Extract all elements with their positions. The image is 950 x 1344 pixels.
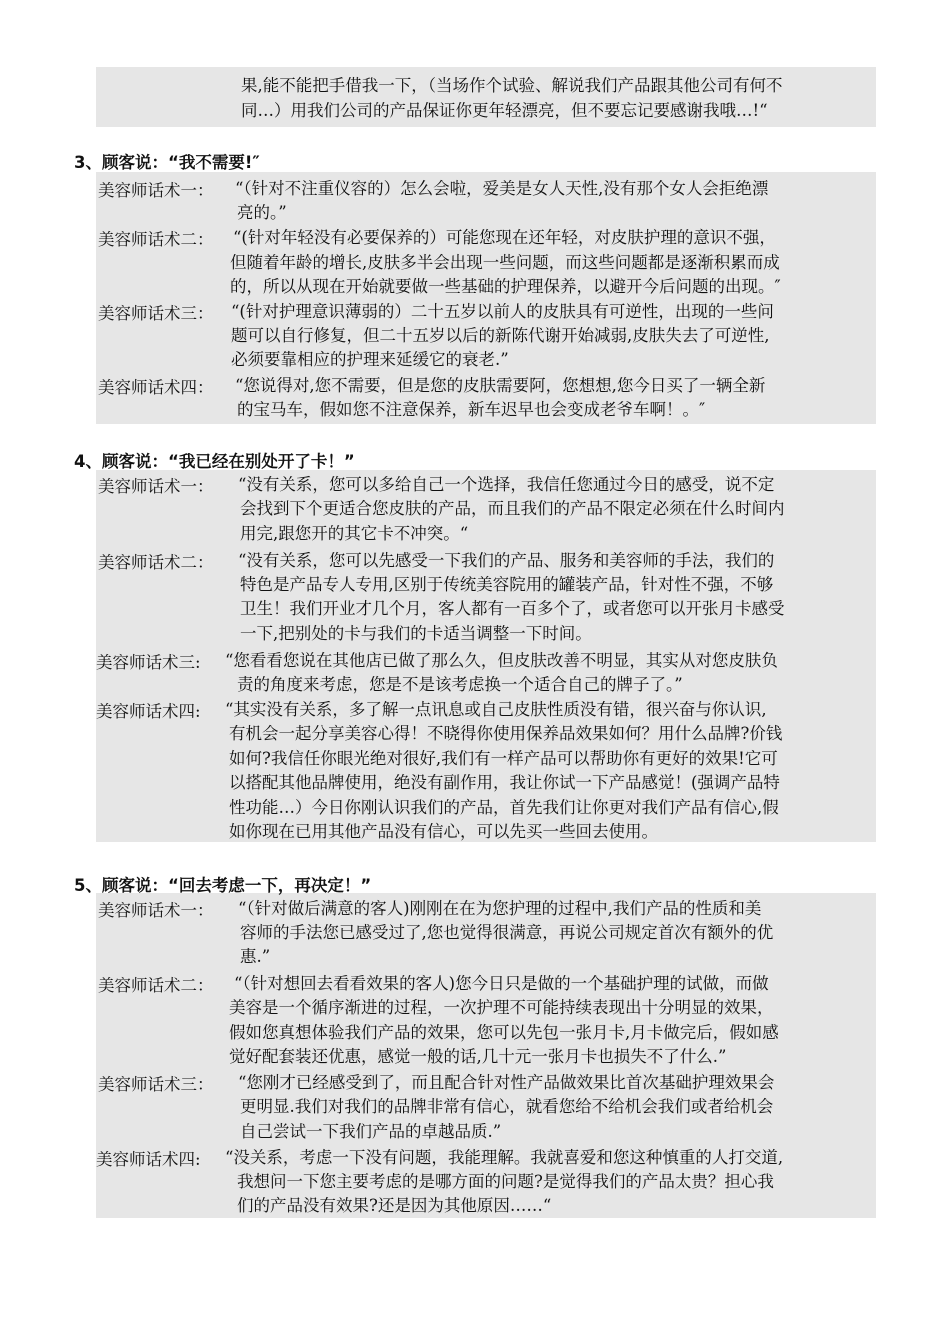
- script-line: “没关系，考虑一下没有问题，我能理解。我就喜爱和您这种慎重的人打交道,: [225, 1148, 784, 1167]
- script-label: 美容师话术二：: [98, 976, 214, 995]
- intro-line-2: 同…）用我们公司的产品保证你更年轻漂亮，但不要忘记要感谢我哦…!“: [241, 101, 768, 120]
- script-line: 的宝马车，假如您不注意保养，新车迟早也会变成老爷车啊！。″: [237, 400, 706, 419]
- section-heading: 5、顾客说：“回去考虑一下，再决定！”: [74, 876, 372, 895]
- script-line: 题可以自行修复，但二十五岁以后的新陈代谢开始减弱,皮肤失去了可逆性,: [231, 326, 770, 345]
- section-heading: 4、顾客说：“我已经在别处开了卡！”: [74, 452, 355, 471]
- script-line: “您说得对,您不需要，但是您的皮肤需要阿，您想想,您今日买了一辆全新: [235, 376, 766, 395]
- script-line: 会找到下个更适合您皮肤的产品，而且我们的产品不限定必须在什么时间内: [240, 499, 785, 518]
- script-label: 美容师话术四:: [96, 1150, 201, 1169]
- script-label: 美容师话术一：: [98, 477, 214, 496]
- script-line: 有机会一起分享美容心得！不晓得你使用保养品效果如何？用什么品牌?价钱: [229, 724, 783, 743]
- script-line: 以搭配其他品牌使用，绝没有副作用，我让你试一下产品感觉！(强调产品特: [229, 773, 780, 792]
- script-label: 美容师话术四：: [98, 378, 214, 397]
- script-line: 我想问一下您主要考虑的是哪方面的问题?是觉得我们的产品太贵？担心我: [237, 1172, 774, 1191]
- script-line: “(针对护理意识薄弱的）二十五岁以前人的皮肤具有可逆性，出现的一些问: [231, 302, 774, 321]
- script-label: 美容师话术四:: [96, 702, 201, 721]
- script-label: 美容师话术二：: [98, 230, 214, 249]
- intro-line-1: 果,能不能把手借我一下，（当场作个试验、解说我们产品跟其他公司有何不: [241, 76, 783, 95]
- script-line: “（针对想回去看看效果的客人)您今日只是做的一个基础护理的试做，而做: [234, 974, 769, 993]
- script-line: “您看看您说在其他店已做了那么久，但皮肤改善不明显，其实从对您皮肤负: [225, 651, 778, 670]
- script-line: “（针对不注重仪容的）怎么会啦，爱美是女人天性,没有那个女人会拒绝漂: [235, 179, 769, 198]
- script-line: “其实没有关系，多了解一点讯息或自己皮肤性质没有错，很兴奋与你认识,: [225, 700, 767, 719]
- script-line: 的，所以从现在开始就要做一些基础的护理保养，以避开今后问题的出现。″: [230, 277, 781, 296]
- script-line: 责的角度来考虑，您是不是该考虑换一个适合自己的牌子了。”: [237, 675, 683, 694]
- script-line: 如你现在已用其他产品没有信心，可以先买一些回去使用。: [229, 822, 658, 841]
- script-line: 如何?我信任你眼光绝对很好,我们有一样产品可以帮助你有更好的效果!它可: [229, 749, 778, 768]
- script-line: 卫生！我们开业才几个月，客人都有一百多个了，或者您可以开张月卡感受: [240, 599, 785, 618]
- script-line: 但随着年龄的增长,皮肤多半会出现一些问题，而这些问题都是逐渐积累而成: [230, 253, 780, 272]
- script-line: “您刚才已经感受到了，而且配合针对性产品做效果比首次基础护理效果会: [238, 1073, 775, 1092]
- script-line: 更明显.我们对我们的品牌非常有信心，就看您给不给机会我们或者给机会: [240, 1097, 774, 1116]
- script-line: 用完,跟您开的其它卡不冲突。“: [240, 524, 469, 543]
- script-label: 美容师话术一：: [98, 901, 214, 920]
- script-line: 必须要靠相应的护理来延缓它的衰老.”: [231, 350, 509, 369]
- script-line: “没有关系，您可以先感受一下我们的产品、服务和美容师的手法，我们的: [238, 551, 775, 570]
- script-line: 容师的手法您已感受过了,您也觉得很满意，再说公司规定首次有额外的优: [240, 923, 774, 942]
- script-label: 美容师话术三:: [96, 653, 201, 672]
- script-line: 自己尝试一下我们产品的卓越品质.”: [240, 1122, 502, 1141]
- script-label: 美容师话术三：: [98, 1075, 214, 1094]
- script-line: 一下,把别处的卡与我们的卡适当调整一下时间。: [240, 624, 592, 643]
- script-label: 美容师话术三：: [98, 304, 214, 323]
- script-line: 性功能…）今日你刚认识我们的产品，首先我们让你更对我们产品有信心,假: [229, 798, 779, 817]
- script-line: “（针对做后满意的客人)刚刚在在为您护理的过程中,我们产品的性质和美: [238, 899, 762, 918]
- script-line: 亮的。”: [237, 203, 287, 222]
- script-line: 惠.”: [240, 947, 271, 966]
- script-label: 美容师话术一：: [98, 181, 214, 200]
- script-line: 觉好配套装还优惠，感觉一般的话,几十元一张月卡也损失不了什么.”: [229, 1047, 727, 1066]
- script-line: 美容是一个循序渐进的过程，一次护理不可能持续表现出十分明显的效果，: [229, 998, 774, 1017]
- script-line: 特色是产品专人专用,区别于传统美容院用的罐装产品，针对性不强，不够: [240, 575, 774, 594]
- script-line: “没有关系，您可以多给自己一个选择，我信任您通过今日的感受，说不定: [238, 475, 775, 494]
- script-line: “(针对年轻没有必要保养的）可能您现在还年轻，对皮肤护理的意识不强，: [233, 228, 776, 247]
- script-label: 美容师话术二：: [98, 553, 214, 572]
- script-line: 们的产品没有效果?还是因为其他原因……“: [237, 1196, 552, 1215]
- script-line: 假如您真想体验我们产品的效果，您可以先包一张月卡,月卡做完后，假如感: [229, 1023, 779, 1042]
- section-heading: 3、顾客说：“我不需要!″: [74, 153, 260, 172]
